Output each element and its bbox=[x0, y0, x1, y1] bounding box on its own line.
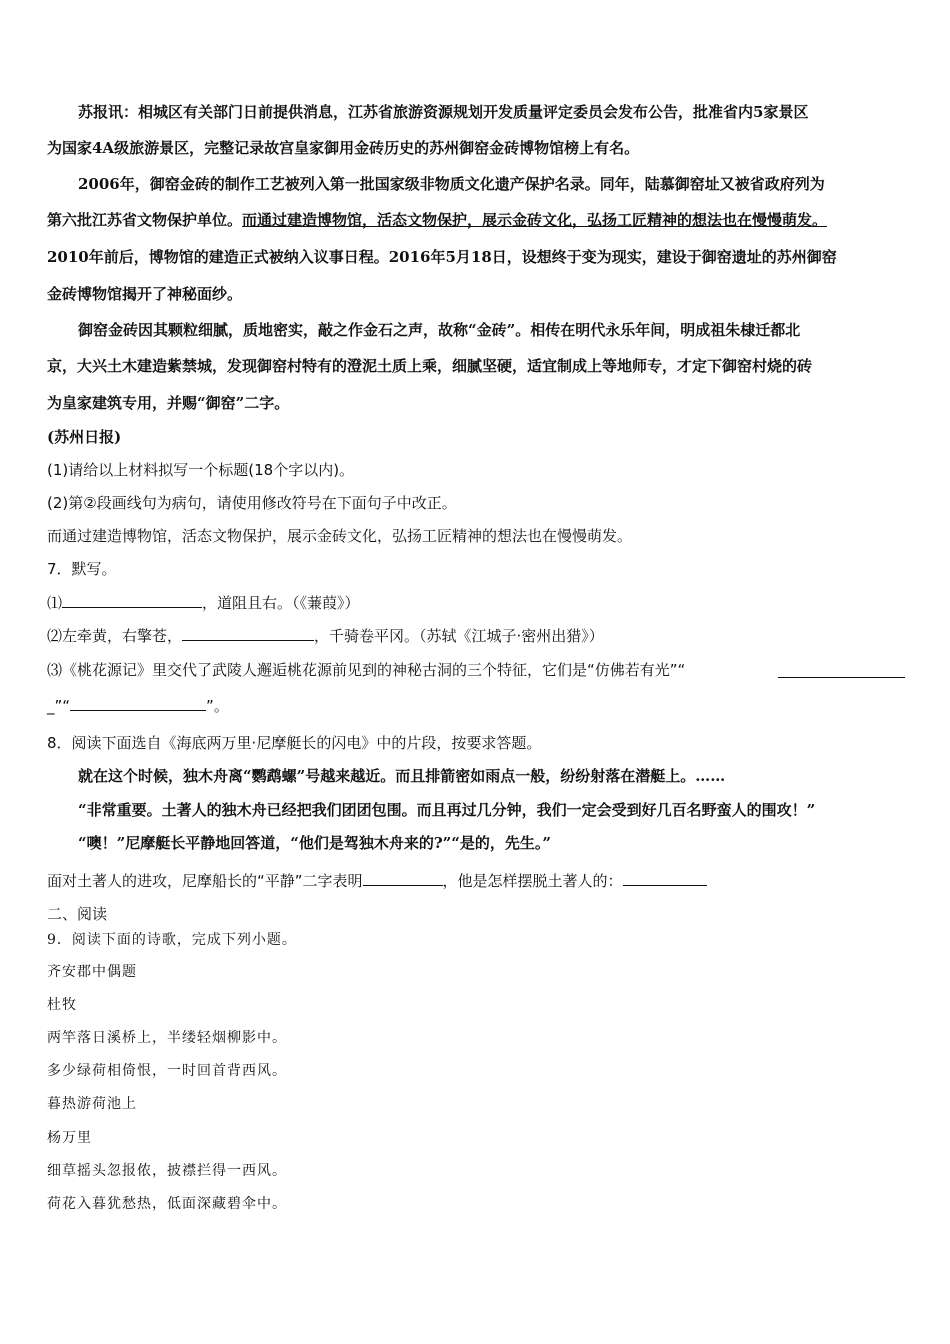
q7-answer-blank-3[interactable] bbox=[778, 663, 905, 678]
q7-line3-text: ⑶《桃花源记》里交代了武陵人邂逅桃花源前见到的神秘古洞的三个特征，它们是“仿佛若有光”“ bbox=[47, 661, 686, 679]
q7-line4-b: ”。 bbox=[206, 697, 229, 715]
q6-sub1: (1)请给以上材料拟写一个标题(18个字以内)。 bbox=[47, 461, 355, 479]
q7-line1 bbox=[47, 593, 360, 613]
poem1-line1: 两竿落日溪桥上，半缕轻烟柳影中。 bbox=[47, 1030, 287, 1046]
poem1-title: 齐安郡中偶题 bbox=[47, 964, 137, 980]
passage-p3-line2: 京，大兴土木建造紫禁城，发现御窑村特有的澄泥土质上乘，细腻坚硬，适宜制成上等地师专，才定下御窑村烧的砖 bbox=[47, 357, 813, 375]
passage-source: (苏州日报) bbox=[47, 428, 122, 446]
q8-answer-blank-1[interactable] bbox=[363, 871, 443, 886]
section-heading: 二、阅读 bbox=[47, 905, 108, 923]
passage-p2-line3: 2010年前后，博物馆的建造正式被纳入议事日程。2016年5月18日，设想终于变为现实，建设于御窑遗址的苏州御窑 bbox=[47, 248, 837, 266]
q7-line3 bbox=[47, 660, 685, 680]
q7-line2 bbox=[47, 626, 604, 646]
q8-excerpt-2: “非常重要。土著人的独木舟已经把我们团团包围。而且再过几分钟，我们一定会受到好几百名野蛮人的围攻！” bbox=[78, 801, 816, 819]
poem2-author: 杨万里 bbox=[47, 1130, 92, 1146]
q8-title: 8．阅读下面选自《海底两万里·尼摩艇长的闪电》中的片段，按要求答题。 bbox=[47, 734, 542, 752]
passage-p3-line1: 御窑金砖因其颗粒细腻，质地密实，敲之作金石之声，故称“金砖”。相传在明代永乐年间，明成祖朱棣迁都北 bbox=[78, 321, 801, 339]
poem1-line2: 多少绿荷相倚恨，一时回首背西风。 bbox=[47, 1063, 287, 1079]
q7-line4 bbox=[47, 696, 229, 716]
poem1-author: 杜牧 bbox=[47, 997, 77, 1013]
passage-p1-line1: 苏报讯：相城区有关部门日前提供消息，江苏省旅游资源规划开发质量评定委员会发布公告，批准省内5家景区 bbox=[78, 103, 809, 121]
poem2-line2: 荷花入暮犹愁热，低面深藏碧伞中。 bbox=[47, 1196, 287, 1212]
q6-sub2: (2)第②段画线句为病句，请使用修改符号在下面句子中改正。 bbox=[47, 494, 457, 512]
q8-excerpt-1: 就在这个时候，独木舟离“鹦鹉螺”号越来越近。而且排箭密如雨点一般，纷纷射落在潜艇上。…… bbox=[78, 767, 726, 785]
q7-answer-blank-2[interactable] bbox=[182, 626, 314, 641]
q7-answer-blank-4[interactable] bbox=[70, 696, 206, 711]
passage-p2-line2 bbox=[47, 210, 827, 230]
passage-p2-line4: 金砖博物馆揭开了神秘面纱。 bbox=[47, 285, 243, 303]
passage-p2-line2-text: 第六批江苏省文物保护单位。 bbox=[47, 211, 243, 229]
q6-sentence: 而通过建造博物馆，活态文物保护，展示金砖文化，弘扬工匠精神的想法也在慢慢萌发。 bbox=[47, 527, 633, 545]
underlined-sick-sentence: 而通过建造博物馆，活态文物保护，展示金砖文化，弘扬工匠精神的想法也在慢慢萌发。 bbox=[242, 211, 828, 229]
q7-title: 7．默写。 bbox=[47, 560, 117, 578]
q7-line1-suffix: ，道阻且右。（《蒹葭》） bbox=[202, 594, 360, 612]
q7-line1-prefix: ⑴ bbox=[47, 594, 63, 612]
q9-title: 9．阅读下面的诗歌，完成下列小题。 bbox=[47, 932, 297, 948]
q8-question bbox=[47, 871, 707, 891]
passage-p1-line2: 为国家4A级旅游景区，完整记录故宫皇家御用金砖历史的苏州御窑金砖博物馆榜上有名。 bbox=[47, 139, 640, 157]
q8-question-a: 面对土著人的进攻，尼摩船长的“平静”二字表明 bbox=[47, 872, 363, 890]
q7-answer-blank-1[interactable] bbox=[62, 593, 202, 608]
poem2-title: 暮热游荷池上 bbox=[47, 1096, 137, 1112]
q8-excerpt-3: “噢！”尼摩艇长平静地回答道，“他们是驾独木舟来的?”“是的，先生。” bbox=[78, 834, 552, 852]
poem2-line1: 细草摇头忽报侬，披襟拦得一西风。 bbox=[47, 1163, 287, 1179]
q8-answer-blank-2[interactable] bbox=[623, 871, 707, 886]
passage-p2-line1: 2006年，御窑金砖的制作工艺被列入第一批国家级非物质文化遗产保护名录。同年，陆慕御窑址又被省政府列为 bbox=[78, 175, 825, 193]
q8-question-b: ，他是怎样摆脱土著人的： bbox=[442, 872, 623, 890]
passage-p3-line3: 为皇家建筑专用，并赐“御窑”二字。 bbox=[47, 394, 290, 412]
q7-line2-suffix: ，千骑卷平冈。（苏轼《江城子·密州出猎》） bbox=[314, 627, 604, 645]
q7-line2-prefix: ⑵左牵黄，右擎苍， bbox=[47, 627, 183, 645]
q7-line4-a: _”“ bbox=[47, 697, 71, 715]
